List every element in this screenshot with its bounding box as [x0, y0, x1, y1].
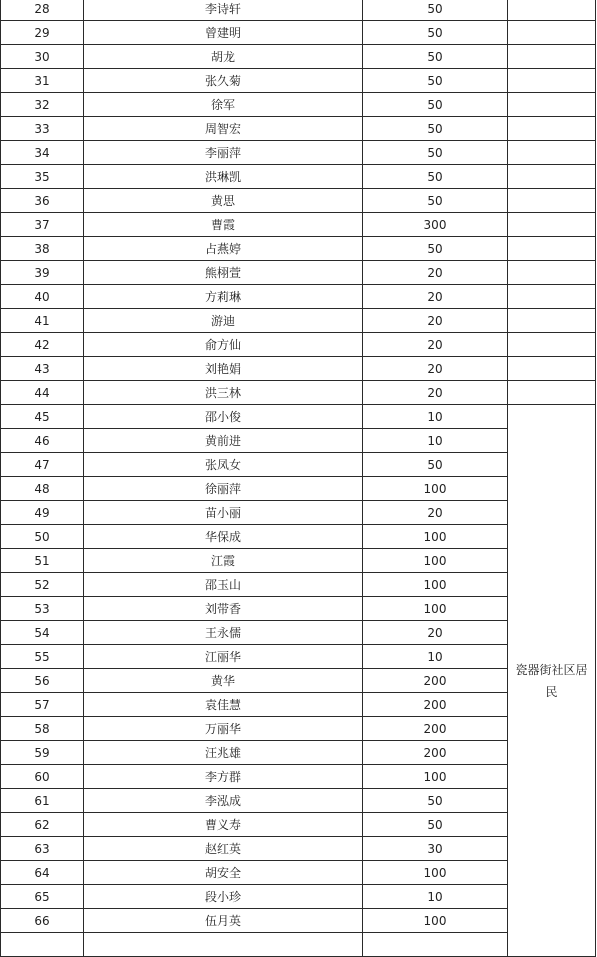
amount-cell: 50 — [363, 117, 508, 141]
amount-cell: 50 — [363, 21, 508, 45]
row-number-cell: 46 — [1, 429, 84, 453]
amount-cell: 50 — [363, 789, 508, 813]
amount-cell: 100 — [363, 909, 508, 933]
name-cell: 伍月英 — [84, 909, 363, 933]
row-number-cell: 62 — [1, 813, 84, 837]
table-row — [1, 549, 596, 573]
table-row — [1, 573, 596, 597]
amount-cell: 20 — [363, 309, 508, 333]
table-row — [1, 477, 596, 501]
table-row — [1, 861, 596, 885]
empty-cell — [84, 933, 363, 957]
table-row — [1, 765, 596, 789]
name-cell: 刘带香 — [84, 597, 363, 621]
table-row — [1, 333, 596, 357]
row-number-cell: 35 — [1, 165, 84, 189]
amount-cell: 100 — [363, 525, 508, 549]
table-row — [1, 117, 596, 141]
name-cell: 张久菊 — [84, 69, 363, 93]
note-cell-empty — [508, 237, 596, 261]
table-row — [1, 141, 596, 165]
row-number-cell: 41 — [1, 309, 84, 333]
amount-cell: 200 — [363, 717, 508, 741]
note-cell-empty — [508, 117, 596, 141]
note-cell-empty — [508, 381, 596, 405]
table-row — [1, 405, 596, 429]
row-number-cell: 63 — [1, 837, 84, 861]
row-number-cell: 66 — [1, 909, 84, 933]
name-cell: 华保成 — [84, 525, 363, 549]
amount-cell: 20 — [363, 357, 508, 381]
amount-cell: 10 — [363, 429, 508, 453]
amount-cell: 200 — [363, 669, 508, 693]
row-number-cell: 61 — [1, 789, 84, 813]
note-cell-empty — [508, 0, 596, 21]
amount-cell: 100 — [363, 549, 508, 573]
name-cell: 熊栩萱 — [84, 261, 363, 285]
name-cell: 万丽华 — [84, 717, 363, 741]
amount-cell: 50 — [363, 453, 508, 477]
amount-cell: 100 — [363, 477, 508, 501]
note-cell-empty — [508, 69, 596, 93]
name-cell: 赵红英 — [84, 837, 363, 861]
name-cell: 徐军 — [84, 93, 363, 117]
row-number-cell: 54 — [1, 621, 84, 645]
table-row — [1, 669, 596, 693]
name-cell: 李诗轩 — [84, 0, 363, 21]
row-number-cell: 59 — [1, 741, 84, 765]
amount-cell: 50 — [363, 165, 508, 189]
row-number-cell: 38 — [1, 237, 84, 261]
note-cell-empty — [508, 213, 596, 237]
name-cell: 黄前进 — [84, 429, 363, 453]
amount-cell: 20 — [363, 501, 508, 525]
amount-cell: 50 — [363, 237, 508, 261]
table-row — [1, 621, 596, 645]
table-row — [1, 813, 596, 837]
amount-cell: 50 — [363, 69, 508, 93]
table-row — [1, 693, 596, 717]
row-number-cell: 49 — [1, 501, 84, 525]
name-cell: 胡安全 — [84, 861, 363, 885]
row-number-cell: 55 — [1, 645, 84, 669]
row-number-cell: 43 — [1, 357, 84, 381]
row-number-cell: 45 — [1, 405, 84, 429]
table-row — [1, 741, 596, 765]
name-cell: 曹霞 — [84, 213, 363, 237]
name-cell: 苗小丽 — [84, 501, 363, 525]
row-number-cell: 56 — [1, 669, 84, 693]
table-row — [1, 261, 596, 285]
note-cell-empty — [508, 357, 596, 381]
note-cell-empty — [508, 333, 596, 357]
name-cell: 胡龙 — [84, 45, 363, 69]
name-cell: 江丽华 — [84, 645, 363, 669]
name-cell: 方莉琳 — [84, 285, 363, 309]
table-row — [1, 525, 596, 549]
name-cell: 洪琳凯 — [84, 165, 363, 189]
table-row — [1, 21, 596, 45]
name-cell: 张凤女 — [84, 453, 363, 477]
amount-cell: 20 — [363, 621, 508, 645]
amount-cell: 20 — [363, 285, 508, 309]
table-row — [1, 189, 596, 213]
table-row — [1, 909, 596, 933]
table-body — [1, 0, 596, 957]
table-row — [1, 357, 596, 381]
name-cell: 邵玉山 — [84, 573, 363, 597]
table-row — [1, 0, 596, 21]
name-cell: 曹义寿 — [84, 813, 363, 837]
name-cell: 刘艳娟 — [84, 357, 363, 381]
name-cell: 俞方仙 — [84, 333, 363, 357]
group-note-cell: 瓷器街社区居民 — [508, 405, 596, 957]
name-cell: 汪兆雄 — [84, 741, 363, 765]
name-cell: 曾建明 — [84, 21, 363, 45]
name-cell: 邵小俊 — [84, 405, 363, 429]
empty-cell — [363, 933, 508, 957]
amount-cell: 50 — [363, 141, 508, 165]
amount-cell: 30 — [363, 837, 508, 861]
name-cell: 江霞 — [84, 549, 363, 573]
table-row — [1, 501, 596, 525]
row-number-cell: 36 — [1, 189, 84, 213]
amount-cell: 50 — [363, 45, 508, 69]
row-number-cell: 28 — [1, 0, 84, 21]
amount-cell: 50 — [363, 0, 508, 21]
row-number-cell: 65 — [1, 885, 84, 909]
name-cell: 黄华 — [84, 669, 363, 693]
name-cell: 李丽萍 — [84, 141, 363, 165]
row-number-cell: 42 — [1, 333, 84, 357]
table-row — [1, 597, 596, 621]
name-cell: 徐丽萍 — [84, 477, 363, 501]
amount-cell: 200 — [363, 741, 508, 765]
amount-cell: 50 — [363, 813, 508, 837]
note-cell-empty — [508, 309, 596, 333]
name-cell: 李方群 — [84, 765, 363, 789]
name-cell: 黄思 — [84, 189, 363, 213]
note-cell-empty — [508, 189, 596, 213]
name-cell: 占燕婷 — [84, 237, 363, 261]
name-cell: 李泓成 — [84, 789, 363, 813]
empty-cell — [1, 933, 84, 957]
table-row — [1, 837, 596, 861]
table-row — [1, 645, 596, 669]
name-cell: 袁佳慧 — [84, 693, 363, 717]
table-row — [1, 69, 596, 93]
note-cell-empty — [508, 261, 596, 285]
amount-cell: 10 — [363, 405, 508, 429]
row-number-cell: 40 — [1, 285, 84, 309]
table-row — [1, 237, 596, 261]
amount-cell: 10 — [363, 645, 508, 669]
row-number-cell: 60 — [1, 765, 84, 789]
amount-cell: 300 — [363, 213, 508, 237]
row-number-cell: 52 — [1, 573, 84, 597]
row-number-cell: 44 — [1, 381, 84, 405]
row-number-cell: 34 — [1, 141, 84, 165]
row-number-cell: 33 — [1, 117, 84, 141]
table-row — [1, 885, 596, 909]
table-row — [1, 165, 596, 189]
table-row — [1, 453, 596, 477]
row-number-cell: 31 — [1, 69, 84, 93]
amount-cell: 200 — [363, 693, 508, 717]
row-number-cell: 37 — [1, 213, 84, 237]
table-row — [1, 45, 596, 69]
note-cell-empty — [508, 45, 596, 69]
amount-cell: 100 — [363, 765, 508, 789]
name-cell: 周智宏 — [84, 117, 363, 141]
amount-cell: 10 — [363, 885, 508, 909]
amount-cell: 20 — [363, 333, 508, 357]
row-number-cell: 64 — [1, 861, 84, 885]
table-row-partial — [1, 933, 596, 957]
amount-cell: 100 — [363, 597, 508, 621]
table-row — [1, 213, 596, 237]
name-cell: 洪三林 — [84, 381, 363, 405]
row-number-cell: 29 — [1, 21, 84, 45]
row-number-cell: 53 — [1, 597, 84, 621]
row-number-cell: 50 — [1, 525, 84, 549]
note-cell-empty — [508, 285, 596, 309]
table-row — [1, 381, 596, 405]
table-row — [1, 717, 596, 741]
amount-cell: 100 — [363, 573, 508, 597]
row-number-cell: 47 — [1, 453, 84, 477]
row-number-cell: 32 — [1, 93, 84, 117]
row-number-cell: 51 — [1, 549, 84, 573]
row-number-cell: 39 — [1, 261, 84, 285]
name-cell: 王永儒 — [84, 621, 363, 645]
note-cell-empty — [508, 93, 596, 117]
row-number-cell: 48 — [1, 477, 84, 501]
amount-cell: 50 — [363, 93, 508, 117]
note-cell-empty — [508, 21, 596, 45]
note-cell-empty — [508, 141, 596, 165]
amount-cell: 20 — [363, 381, 508, 405]
table-row — [1, 429, 596, 453]
amount-cell: 50 — [363, 189, 508, 213]
table-row — [1, 93, 596, 117]
table-row — [1, 789, 596, 813]
table-row — [1, 309, 596, 333]
name-cell: 段小珍 — [84, 885, 363, 909]
row-number-cell: 58 — [1, 717, 84, 741]
row-number-cell: 30 — [1, 45, 84, 69]
note-cell-empty — [508, 165, 596, 189]
row-number-cell: 57 — [1, 693, 84, 717]
name-cell: 游迪 — [84, 309, 363, 333]
table-row — [1, 285, 596, 309]
amount-cell: 20 — [363, 261, 508, 285]
amount-cell: 100 — [363, 861, 508, 885]
